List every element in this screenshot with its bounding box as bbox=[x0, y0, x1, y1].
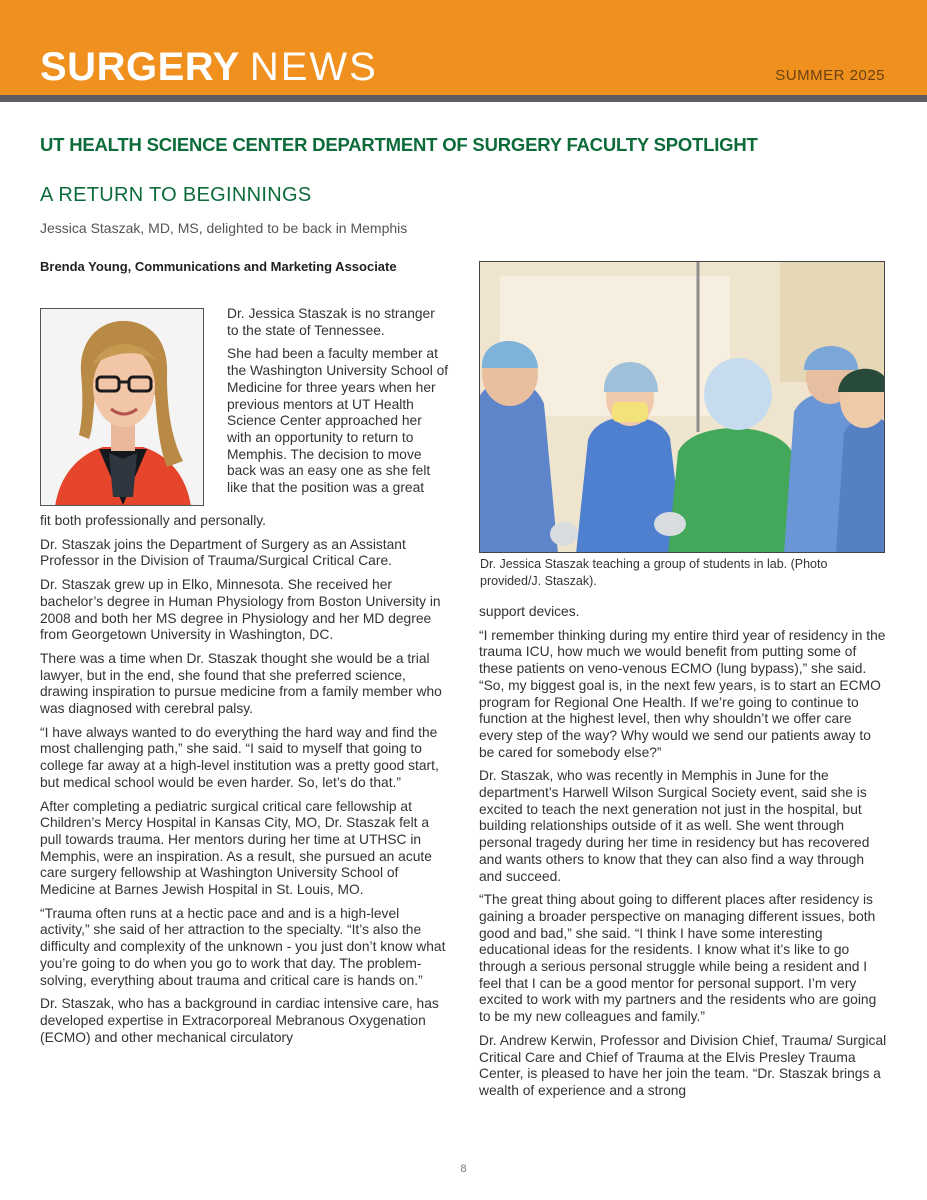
right-column bbox=[479, 604, 889, 1107]
left-column bbox=[40, 513, 450, 1053]
page-number: 8 bbox=[460, 1163, 467, 1175]
body-paragraph: Dr. Jessica Staszak is no stranger to the state of Tennessee. bbox=[227, 306, 435, 338]
photo-caption: Dr. Jessica Staszak teaching a group of students in lab. (Photo provided/J. Staszak). bbox=[480, 557, 828, 588]
body-paragraph: Dr. Staszak grew up in Elko, Minnesota. She received her bachelor’s degree in Human Physiology from Boston University in 2008 and both her MS degree in Physiology and her MD degree from Georgetown University in Washington, DC. bbox=[40, 577, 441, 643]
body-paragraph: fit both professionally and personally. bbox=[40, 513, 266, 528]
article-subtitle: Jessica Staszak, MD, MS, delighted to be back in Memphis bbox=[40, 220, 408, 236]
body-paragraph: There was a time when Dr. Staszak thought she would be a trial lawyer, but in the end, she found that she preferred science, drawing inspiration to pursue medicine from a family member who was diagnosed with cerebral palsy. bbox=[40, 650, 442, 717]
article-title: A RETURN TO BEGINNINGS bbox=[40, 184, 312, 206]
issue-date: SUMMER 2025 bbox=[775, 67, 885, 84]
body-paragraph: Dr. Andrew Kerwin, Professor and Division Chief, Trauma/ Surgical Critical Care and Chief of Trauma at the Elvis Presley Trauma Center, is pleased to have her join the team. “Dr. Staszak brings a wealth of experience and a strong bbox=[479, 1032, 887, 1098]
spotlight-heading: UT HEALTH SCIENCE CENTER DEPARTMENT OF SURGERY FACULTY SPOTLIGHT bbox=[40, 134, 758, 155]
body-paragraph: After completing a pediatric surgical critical care fellowship at Children’s Mercy Hospital in Kansas City, MO, Dr. Staszak felt a pull towards trauma. Her mentors during her time at UTHSC in Memphis, were an inspiration. As a result, she pursued an acute care surgery fellowship at Washington University School of Medicine at Barnes Jewish Hospital in St. Louis, MO. bbox=[40, 798, 432, 898]
masthead-light: NEWS bbox=[249, 45, 378, 89]
header-divider bbox=[0, 95, 927, 102]
masthead-title bbox=[40, 44, 378, 90]
masthead-bold: SURGERY bbox=[40, 45, 240, 89]
body-paragraph: Dr. Staszak, who was recently in Memphis in June for the department’s Harwell Wilson Surgical Society event, said she is excited to teach the next generation not just in the hospital, but building relationships outside of it as well. She went through personal tragedy during her time in residency but has recovered and wants others to know that they can also find a way through and succeed. bbox=[479, 768, 870, 884]
wrap-column bbox=[227, 306, 449, 504]
body-paragraph: “I have always wanted to do everything the hard way and find the most challenging path,” she said. “I said to myself that going to college far away at a high-level institution was a pretty good start, but medical school would be even harder. So, let’s do that.” bbox=[40, 724, 439, 790]
portrait-photo bbox=[40, 308, 204, 506]
article-byline: Brenda Young, Communications and Marketing Associate bbox=[40, 259, 397, 274]
body-paragraph: support devices. bbox=[479, 604, 580, 619]
body-paragraph: “I remember thinking during my entire third year of residency in the trauma ICU, how much we would benefit from putting some of these patients on veno-venous ECMO (lung bypass),” she said. “So, my biggest goal is, in the next few years, is to start an ECMO program for Regional One Health. If we’re going to continue to function at the highest level, then why shouldn’t we offer care every step of the way? Why would we send our patients away to be cared for somebody else?” bbox=[479, 627, 886, 760]
lab-photo bbox=[479, 261, 885, 553]
body-paragraph: “The great thing about going to different places after residency is gaining a broader perspective on managing different issues, both good and bad,” she said. “I think I have some interesting educational ideas for the residents. I know what it’s like to go through a serious personal struggle while being a resident and I feel that I can be a good mentor for personal support. I’m very excited to work with my partners and the residents who are going to be my new colleagues and family.” bbox=[479, 892, 877, 1025]
body-paragraph: Dr. Staszak, who has a background in cardiac intensive care, has developed expertise in Extracorporeal Mebranous Oxygenation (ECMO) and other mechanical circulatory bbox=[40, 996, 439, 1045]
body-paragraph: Dr. Staszak joins the Department of Surgery as an Assistant Professor in the Division of Trauma/Surgical Critical Care. bbox=[40, 536, 406, 569]
body-paragraph: She had been a faculty member at the Washington University School of Medicine for three years when her previous mentors at UT Health Science Center approached her with an opportunity to return to Memphis. The decision to move back was an easy one as she felt like that the position was a great bbox=[227, 346, 449, 496]
body-paragraph: “Trauma often runs at a hectic pace and and is a high-level activity,” she said of her attraction to the specialty. “It’s also the difficulty and complexity of the unknown - you just don’t know what you’re going to do when you go to work that day. The problem-solving, everything about trauma and critical care is hands on.” bbox=[40, 905, 446, 988]
